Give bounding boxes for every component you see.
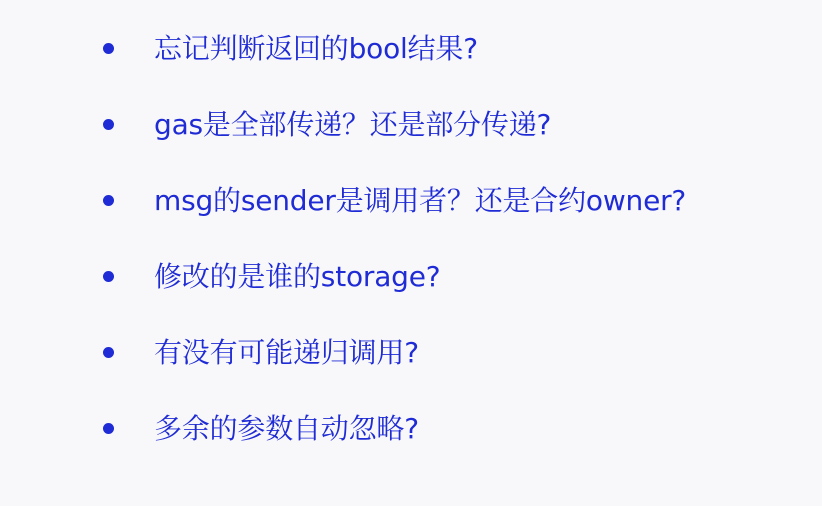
list-item — [0, 258, 822, 334]
list-item-text: gas是全部传递？还是部分传递? — [154, 108, 552, 141]
list-item — [0, 334, 822, 410]
list-item — [0, 182, 822, 258]
bullet-list — [0, 30, 822, 486]
list-item — [0, 30, 822, 106]
list-item-text: 忘记判断返回的bool结果? — [154, 32, 478, 65]
list-item-text: 多余的参数自动忽略? — [154, 412, 419, 445]
list-item — [0, 410, 822, 486]
bullet-dot-icon — [103, 423, 114, 434]
list-item-text: 有没有可能递归调用? — [154, 336, 419, 369]
bullet-dot-icon — [103, 347, 114, 358]
list-item-text: 修改的是谁的storage? — [154, 260, 441, 293]
list-item-text: msg的sender是调用者？还是合约owner? — [154, 184, 687, 217]
list-item — [0, 106, 822, 182]
bullet-dot-icon — [103, 195, 114, 206]
bullet-dot-icon — [103, 43, 114, 54]
bullet-dot-icon — [103, 119, 114, 130]
bullet-dot-icon — [103, 271, 114, 282]
